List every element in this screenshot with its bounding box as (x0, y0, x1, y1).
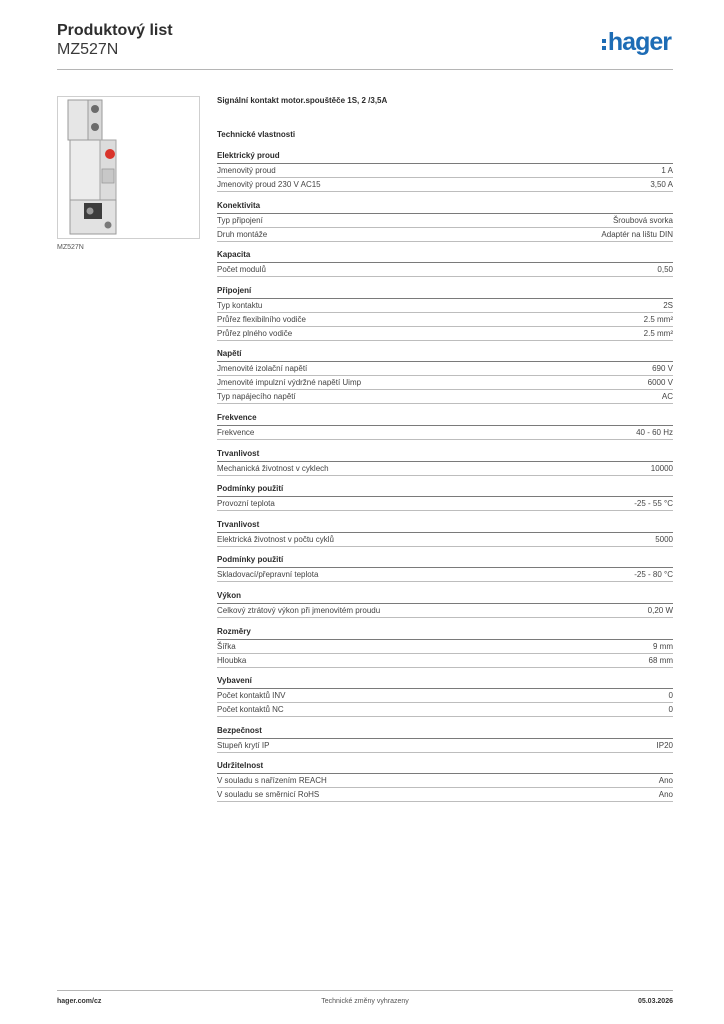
spec-value: 0,50 (657, 265, 673, 275)
spec-label: V souladu se směrnicí RoHS (217, 790, 320, 800)
spec-section (217, 627, 673, 668)
spec-section (217, 555, 673, 582)
spec-section (217, 250, 673, 277)
spec-value: Šroubová svorka (612, 215, 673, 225)
spec-section (217, 201, 673, 242)
spec-section-title: Trvanlivost (217, 520, 673, 533)
spec-row (217, 774, 673, 788)
spec-section-title: Podmínky použití (217, 484, 673, 497)
spec-section-title: Konektivita (217, 201, 673, 214)
spec-label: Celkový ztrátový výkon při jmenovitém proudu (217, 605, 381, 615)
document-title: Produktový list (57, 22, 173, 39)
spec-row (217, 376, 673, 390)
footer-date: 05.03.2026 (637, 998, 673, 1005)
spec-row (217, 497, 673, 511)
spec-label: Typ připojení (217, 215, 263, 225)
spec-label: Počet kontaktů NC (217, 705, 284, 715)
spec-section (217, 726, 673, 753)
spec-section-title: Elektrický proud (217, 151, 673, 164)
spec-section (217, 484, 673, 511)
spec-row (217, 164, 673, 178)
spec-section-title: Napětí (217, 349, 673, 362)
image-caption: MZ527N (57, 244, 84, 251)
spec-row (217, 178, 673, 192)
spec-label: Typ kontaktu (217, 300, 263, 310)
spec-label: Jmenovitý proud 230 V AC15 (217, 180, 321, 189)
spec-section-title: Udržitelnost (217, 761, 673, 774)
spec-value: 0,20 W (647, 605, 673, 615)
spec-row (217, 462, 673, 476)
spec-section-title: Trvanlivost (217, 449, 673, 462)
spec-section-title: Připojení (217, 286, 673, 299)
spec-label: Počet kontaktů INV (217, 691, 286, 701)
spec-value: -25 - 80 °C (634, 570, 673, 580)
spec-label: V souladu s nařízením REACH (217, 776, 327, 786)
spec-value: 2.5 mm² (643, 328, 673, 338)
spec-label: Provozní teplota (217, 499, 275, 509)
hager-logo (602, 28, 671, 57)
product-code: MZ527N (57, 41, 119, 58)
spec-row (217, 739, 673, 753)
spec-section (217, 449, 673, 476)
header-divider (57, 69, 673, 70)
spec-section-title: Vybavení (217, 676, 673, 689)
spec-sections (217, 151, 673, 802)
spec-value: 2.5 mm² (643, 314, 673, 324)
spec-value: 40 - 60 Hz (636, 427, 673, 437)
spec-label: Jmenovité impulzní výdržné napětí Uimp (217, 378, 362, 388)
spec-label: Šířka (217, 641, 236, 651)
footer-notice: Technické změny vyhrazeny (321, 998, 409, 1005)
spec-row (217, 327, 673, 341)
spec-value: 0 (668, 705, 673, 715)
page-header (57, 22, 673, 70)
spec-value: Adaptér na lištu DIN (601, 229, 673, 239)
spec-row (217, 654, 673, 668)
spec-value: -25 - 55 °C (634, 499, 673, 509)
spec-value: 9 mm (653, 641, 673, 651)
spec-value: AC (661, 392, 673, 402)
spec-row (217, 788, 673, 802)
spec-section (217, 676, 673, 717)
spec-section (217, 591, 673, 618)
spec-section-title: Kapacita (217, 250, 673, 263)
spec-value: 0 (668, 691, 673, 701)
logo-dots-icon (602, 39, 606, 50)
spec-row (217, 568, 673, 582)
spec-row (217, 390, 673, 404)
spec-value: IP20 (656, 740, 673, 750)
spec-row (217, 214, 673, 228)
spec-label: Průřez plného vodiče (217, 328, 293, 338)
spec-label: Frekvence (217, 427, 255, 437)
spec-row (217, 640, 673, 654)
technical-properties-heading: Technické vlastnosti (217, 130, 296, 139)
spec-row (217, 263, 673, 277)
spec-label: Průřez flexibilního vodiče (217, 314, 306, 324)
spec-row (217, 362, 673, 376)
spec-label: Jmenovitý proud (217, 166, 276, 175)
spec-label: Skladovací/přepravní teplota (217, 570, 319, 580)
spec-section (217, 286, 673, 341)
spec-label: Počet modulů (217, 265, 266, 275)
spec-row (217, 533, 673, 547)
footer-website: hager.com/cz (57, 998, 102, 1005)
spec-value: 68 mm (648, 655, 673, 665)
spec-section-title: Rozměry (217, 627, 673, 640)
spec-label: Hloubka (217, 655, 247, 665)
spec-row (217, 313, 673, 327)
spec-value: 1 A (661, 166, 673, 175)
product-name: Signální kontakt motor.spouštěče 1S, 2 /3,5A (217, 96, 388, 105)
spec-label: Typ napájecího napětí (217, 392, 296, 402)
spec-row (217, 703, 673, 717)
footer-divider (57, 990, 673, 991)
spec-value: 2S (663, 300, 673, 310)
spec-row (217, 228, 673, 242)
spec-section (217, 520, 673, 547)
spec-label: Stupeň krytí IP (217, 740, 270, 750)
spec-value: 5000 (655, 534, 673, 544)
spec-value: 690 V (652, 364, 673, 374)
spec-label: Jmenovité izolační napětí (217, 364, 308, 374)
spec-row (217, 689, 673, 703)
spec-value: Ano (658, 790, 673, 800)
spec-section (217, 413, 673, 440)
spec-section-title: Podmínky použití (217, 555, 673, 568)
product-image (57, 96, 200, 239)
product-details (217, 96, 673, 811)
spec-row (217, 604, 673, 618)
spec-label: Mechanická životnost v cyklech (217, 463, 329, 473)
spec-section (217, 349, 673, 404)
logo-text: hager (607, 28, 671, 56)
spec-section-title: Bezpečnost (217, 726, 673, 739)
spec-row (217, 426, 673, 440)
spec-value: 3,50 A (650, 180, 673, 189)
spec-value: 6000 V (647, 378, 673, 388)
spec-section-title: Výkon (217, 591, 673, 604)
spec-section (217, 151, 673, 192)
spec-value: 10000 (650, 463, 673, 473)
spec-value: Ano (658, 776, 673, 786)
spec-section-title: Frekvence (217, 413, 673, 426)
spec-section (217, 761, 673, 802)
contact-block-illustration (58, 97, 199, 238)
spec-row (217, 299, 673, 313)
spec-label: Druh montáže (217, 229, 268, 239)
spec-label: Elektrická životnost v počtu cyklů (217, 534, 334, 544)
